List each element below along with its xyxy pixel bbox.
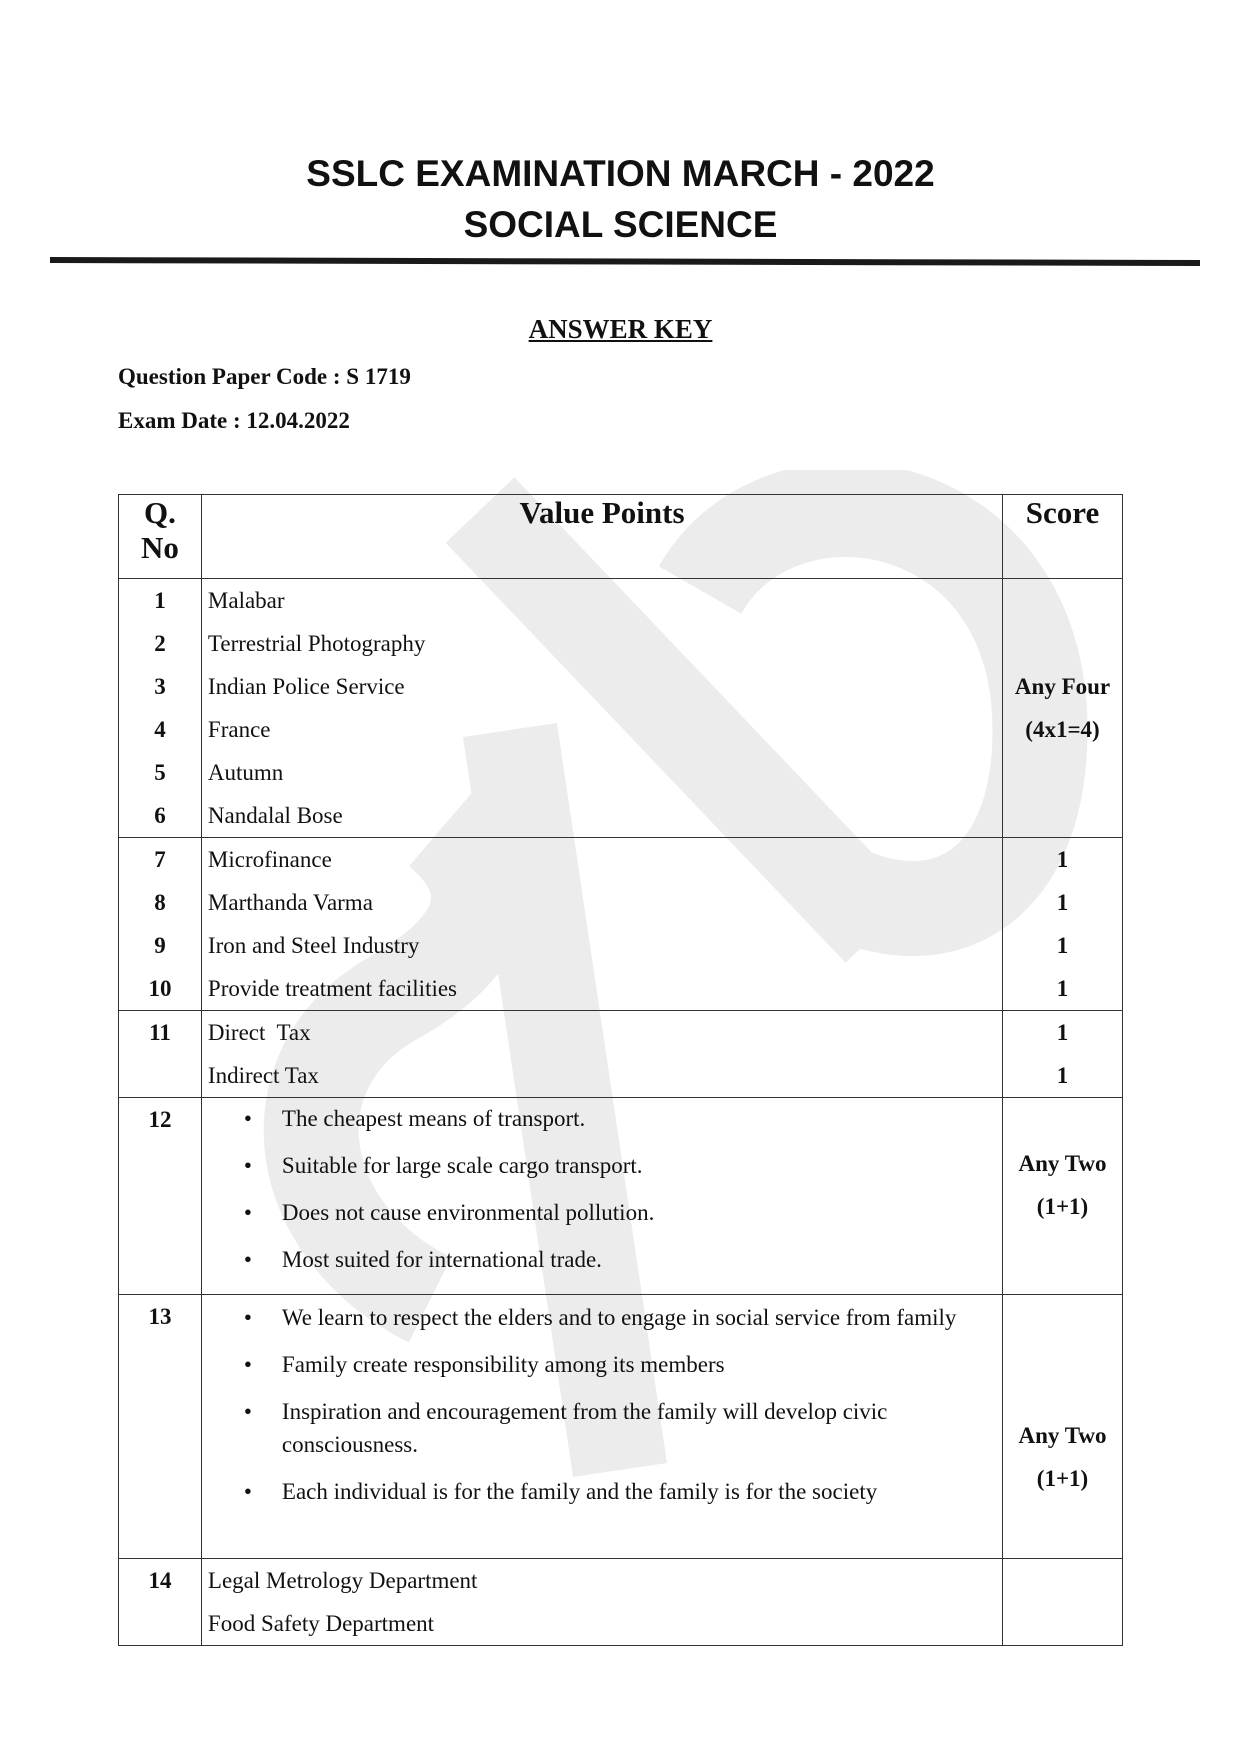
table-header-row xyxy=(119,495,1123,579)
answer-text: France xyxy=(207,717,271,742)
qno-cell xyxy=(119,1011,202,1098)
exam-date: Exam Date : 12.04.2022 xyxy=(118,408,350,433)
list-item xyxy=(202,1348,1002,1381)
qno: 3 xyxy=(154,674,166,699)
score-value: 1 xyxy=(1056,933,1069,958)
score-rule: Any Two xyxy=(1018,1151,1107,1176)
exam-title: SSLC EXAMINATION MARCH - 2022 xyxy=(306,153,935,194)
table-row-q14 xyxy=(119,1559,1123,1646)
answer-text: Food Safety Department xyxy=(207,1611,435,1636)
score-value: 1 xyxy=(1056,976,1069,1001)
qno-cell xyxy=(119,838,202,1011)
bullet-icon: • xyxy=(243,1153,252,1178)
answer-text: Indian Police Service xyxy=(207,674,405,699)
bullet-icon: • xyxy=(243,1106,252,1131)
table-row-q11 xyxy=(119,1011,1123,1098)
score-value: (1+1) xyxy=(1036,1194,1089,1219)
qno: 10 xyxy=(148,976,172,1001)
answer-text: Iron and Steel Industry xyxy=(207,933,420,958)
score-cell xyxy=(1003,1559,1123,1646)
score-value: 1 xyxy=(1056,847,1069,872)
score-rule: Any Two xyxy=(1018,1422,1107,1448)
qno-cell xyxy=(119,1295,202,1559)
list-item xyxy=(202,1102,1002,1135)
value-points-cell xyxy=(201,579,1002,838)
score-value: 1 xyxy=(1056,890,1069,915)
qno: 5 xyxy=(154,760,166,785)
answer-text: Marthanda Varma xyxy=(207,890,373,915)
answer-text: Provide treatment facilities xyxy=(207,976,458,1001)
score-value: 1 xyxy=(1056,1063,1069,1088)
point-text: We learn to respect the elders and to engage in social service from family xyxy=(281,1305,957,1330)
point-text: Inspiration and encouragement from the family will develop civic consciousness. xyxy=(281,1399,888,1457)
score-cell xyxy=(1003,1295,1123,1559)
table-row-group-1 xyxy=(119,579,1123,838)
score-value: (4x1=4) xyxy=(1025,717,1100,742)
answer-text: Nandalal Bose xyxy=(207,803,343,828)
answer-text: Malabar xyxy=(207,588,285,613)
answer-text: Terrestrial Photography xyxy=(207,631,426,656)
bullet-icon: • xyxy=(243,1305,252,1330)
header-divider xyxy=(50,257,1200,266)
bullet-list xyxy=(202,1301,1002,1508)
list-item xyxy=(202,1301,1002,1334)
table-row-q12 xyxy=(119,1098,1123,1295)
answer-key-heading: ANSWER KEY xyxy=(528,314,713,344)
qno-cell xyxy=(119,579,202,838)
bullet-icon: • xyxy=(243,1200,252,1225)
qno: 11 xyxy=(149,1020,171,1045)
bullet-icon: • xyxy=(243,1247,252,1272)
question-paper-code: Question Paper Code : S 1719 xyxy=(118,364,411,389)
qno: 9 xyxy=(154,933,166,958)
list-item xyxy=(202,1196,1002,1229)
qno: 6 xyxy=(154,803,166,828)
answer-text: Legal Metrology Department xyxy=(207,1568,478,1593)
answer-text: Autumn xyxy=(207,760,284,785)
score-cell xyxy=(1003,579,1123,838)
qno: 14 xyxy=(148,1568,172,1593)
point-text: The cheapest means of transport. xyxy=(281,1106,586,1131)
header-value-points: Value Points xyxy=(201,495,1002,579)
qno-cell xyxy=(119,1559,202,1646)
point-text: Family create responsibility among its members xyxy=(281,1352,725,1377)
score-value: (1+1) xyxy=(1036,1465,1089,1491)
value-points-cell xyxy=(201,1559,1002,1646)
qno: 13 xyxy=(148,1304,172,1329)
qno: 7 xyxy=(154,847,166,872)
qno: 1 xyxy=(154,588,166,613)
answer-text: Microfinance xyxy=(207,847,332,872)
answer-key-table xyxy=(118,494,1123,1646)
value-points-cell xyxy=(201,1098,1002,1295)
score-cell xyxy=(1003,1098,1123,1295)
point-text: Most suited for international trade. xyxy=(281,1247,602,1272)
bullet-list xyxy=(202,1102,1002,1276)
list-item xyxy=(202,1149,1002,1182)
score-rule: Any Four xyxy=(1014,674,1111,699)
qno: 2 xyxy=(154,631,166,656)
value-points-cell xyxy=(201,1011,1002,1098)
qno: 12 xyxy=(148,1107,172,1132)
header-score: Score xyxy=(1003,495,1123,579)
answer-text: Indirect Tax xyxy=(207,1063,319,1088)
score-value: 1 xyxy=(1056,1020,1069,1045)
list-item xyxy=(202,1243,1002,1276)
header-qno-line1: Q. xyxy=(144,495,176,530)
value-points-cell xyxy=(201,1295,1002,1559)
qno-cell xyxy=(119,1098,202,1295)
qno: 4 xyxy=(154,717,166,742)
bullet-icon: • xyxy=(243,1399,252,1424)
bullet-icon: • xyxy=(243,1479,252,1504)
table-row-q13 xyxy=(119,1295,1123,1559)
header-qno xyxy=(119,495,202,579)
point-text: Does not cause environmental pollution. xyxy=(281,1200,655,1225)
score-cell xyxy=(1003,1011,1123,1098)
answer-text: Direct Tax xyxy=(207,1020,311,1045)
table-row-group-2 xyxy=(119,838,1123,1011)
point-text: Suitable for large scale cargo transport. xyxy=(281,1153,643,1178)
qno: 8 xyxy=(154,890,166,915)
list-item xyxy=(202,1395,1002,1461)
point-text: Each individual is for the family and the family is for the society xyxy=(281,1479,878,1504)
bullet-icon: • xyxy=(243,1352,252,1377)
header-qno-line2: No xyxy=(141,530,179,565)
value-points-cell xyxy=(201,838,1002,1011)
list-item xyxy=(202,1475,1002,1508)
score-cell xyxy=(1003,838,1123,1011)
subject-title: SOCIAL SCIENCE xyxy=(463,204,778,245)
